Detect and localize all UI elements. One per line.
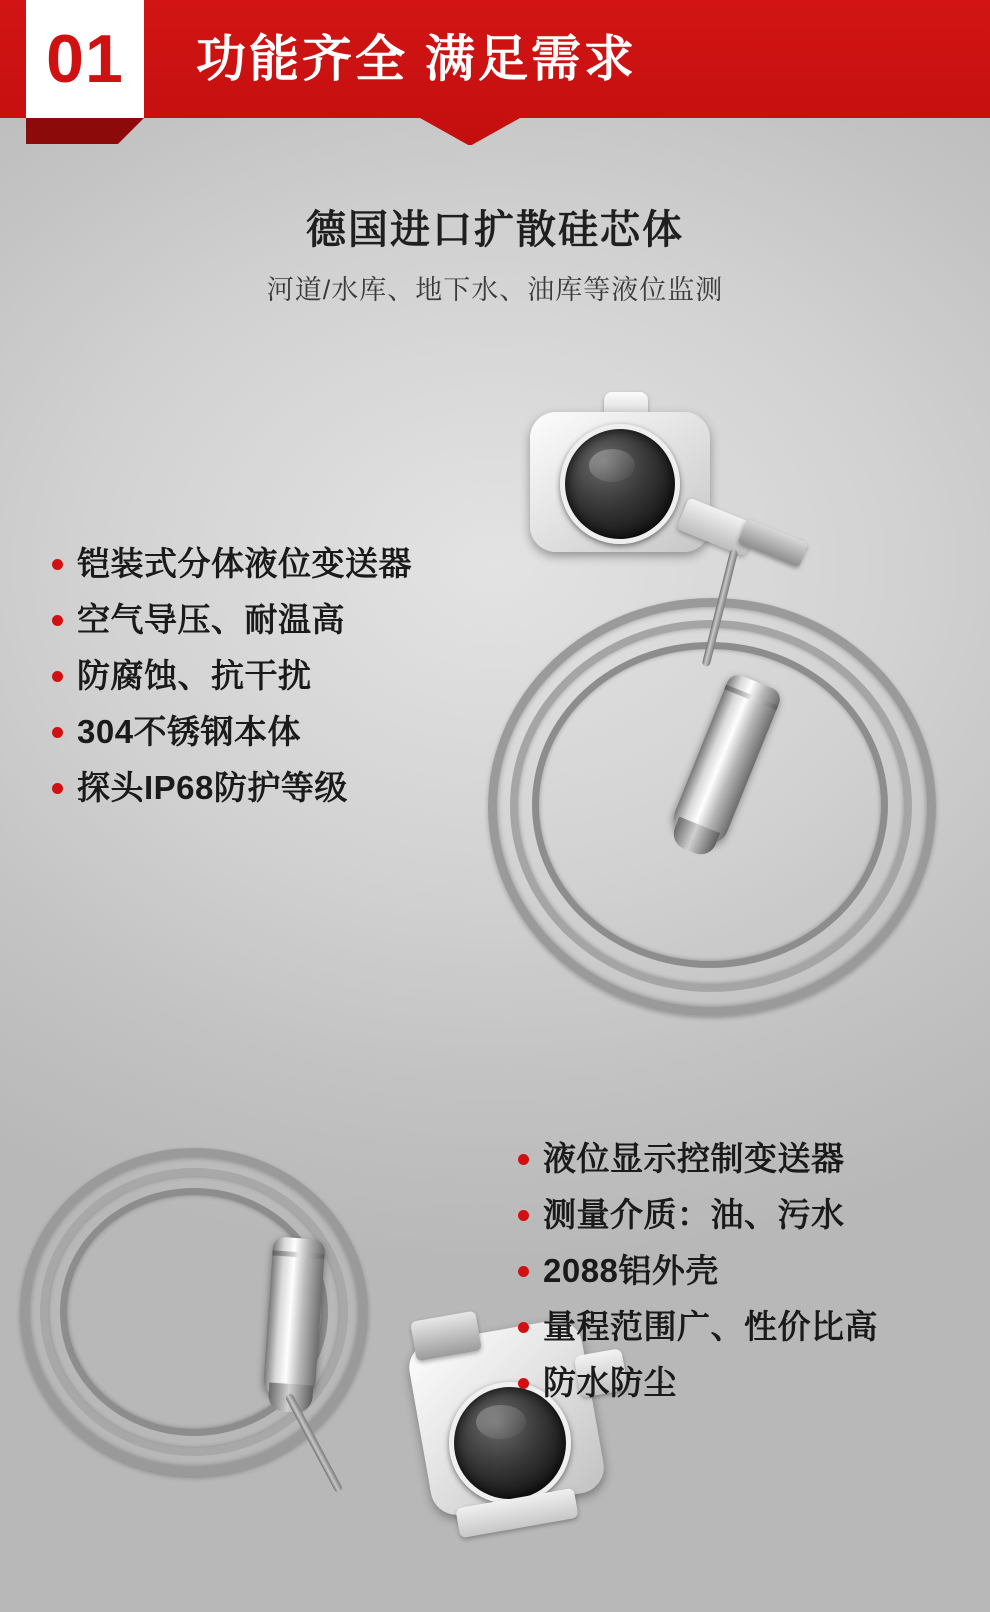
- transmitter-head: [512, 390, 742, 580]
- bullet-dot-icon: [52, 559, 63, 570]
- bullet-dot-icon: [518, 1322, 529, 1333]
- intro-subtitle: 河道/水库、地下水、油库等液位监测: [266, 275, 724, 305]
- header-title-text: 功能齐全 满足需求: [196, 31, 637, 87]
- transmitter-dial: [560, 424, 680, 544]
- list-item: [518, 1196, 958, 1234]
- feature-text: 量程范围广、性价比高: [543, 1308, 878, 1345]
- cable-gland: [738, 519, 809, 568]
- feature-text: 探头IP68防护等级: [77, 769, 348, 806]
- bullet-dot-icon: [518, 1210, 529, 1221]
- list-item: [518, 1140, 958, 1178]
- bullet-dot-icon: [518, 1378, 529, 1389]
- feature-text: 304不锈钢本体: [77, 713, 302, 750]
- header-number-text: 01: [46, 21, 124, 97]
- bullet-dot-icon: [518, 1266, 529, 1277]
- feature-text: 空气导压、耐温高: [77, 601, 345, 638]
- bullet-dot-icon: [52, 671, 63, 682]
- bullet-dot-icon: [52, 783, 63, 794]
- feature-text: 测量介质：油、污水: [543, 1196, 845, 1233]
- feature-text: 防腐蚀、抗干扰: [77, 657, 312, 694]
- list-item: [518, 1308, 958, 1346]
- list-item: [518, 1252, 958, 1290]
- level-probe: [262, 1236, 325, 1399]
- feature-text: 2088铝外壳: [543, 1252, 719, 1289]
- list-item: [518, 1364, 958, 1402]
- bullet-dot-icon: [52, 615, 63, 626]
- bullet-dot-icon: [518, 1154, 529, 1165]
- section-header: [0, 0, 990, 118]
- feature-text: 液位显示控制变送器: [543, 1140, 845, 1177]
- bullet-dot-icon: [52, 727, 63, 738]
- probe-body: [262, 1236, 325, 1399]
- feature-list-bottom: [518, 1140, 958, 1420]
- feature-text: 防水防尘: [543, 1364, 677, 1401]
- intro-title: 德国进口扩散硅芯体: [306, 208, 684, 252]
- feature-text: 铠装式分体液位变送器: [77, 545, 412, 582]
- product-image-bottom: [10, 1120, 570, 1590]
- product-image-top: [430, 390, 970, 1070]
